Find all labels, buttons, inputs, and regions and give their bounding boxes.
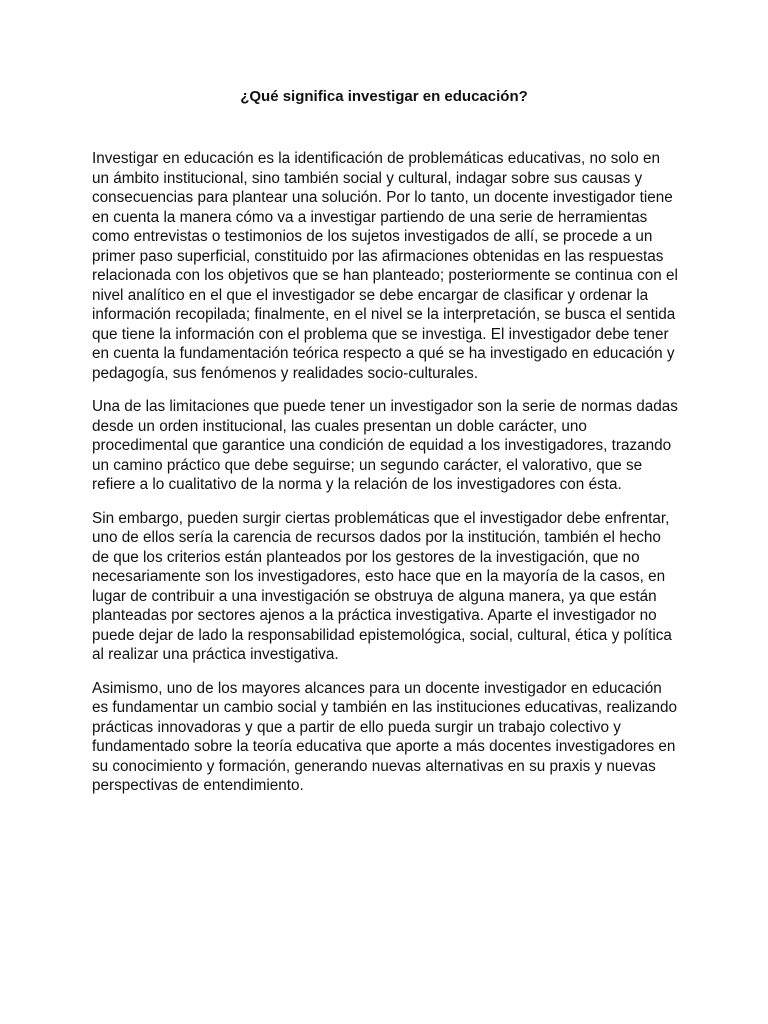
- paragraph-4: Asimismo, uno de los mayores alcances para un docente investigador en educación es fundamentar un cambio social y también en las instituciones educativas, realizando prácticas innovadoras y que a partir de ello pueda surgir un trabajo colectivo y fundamentado sobre la teoría educativa que aporte a más docentes investigadores en su conocimiento y formación, generando nuevas alternativas en su praxis y nuevas perspectivas de entendimiento.: [92, 679, 678, 794]
- document-title: ¿Qué significa investigar en educación?: [240, 88, 528, 105]
- document-body: [92, 149, 680, 810]
- paragraph-3: Sin embargo, pueden surgir ciertas problemáticas que el investigador debe enfrentar, uno de ellos sería la carencia de recursos dados por la institución, también el hecho de que los criterios están planteados por los gestores de la investigación, que no necesariamente son los investigadores, esto hace que en la mayoría de la casos, en lugar de contribuir a una investigación se obstruya de alguna manera, ya que están planteadas por sectores ajenos a la práctica investigativa. Aparte el investigador no puede dejar de lado la responsabilidad epistemológica, social, cultural, ética y política al realizar una práctica investigativa.: [92, 509, 672, 663]
- paragraph-2: Una de las limitaciones que puede tener un investigador son la serie de normas dadas desde un orden institucional, las cuales presentan un doble carácter, uno procedimental que garantice una condición de equidad a los investigadores, trazando un camino práctico que debe seguirse; un segundo carácter, el valorativo, que se refiere a lo cualitativo de la norma y la relación de los investigadores con ésta.: [92, 398, 678, 493]
- paragraph-1: Investigar en educación es la identificación de problemáticas educativas, no solo en un ámbito institucional, sino también social y cultural, indagar sobre sus causas y consecuencias para plantear una solución. Por lo tanto, un docente investigador tiene en cuenta la manera cómo va a investigar partiendo de una serie de herramientas como entrevistas o testimonios de los sujetos investigados de allí, se procede a un primer paso superficial, constituido por las afirmaciones obtenidas en las respuestas relacionada con los objetivos que se han planteado; posteriormente se continua con el nivel analítico en el que el investigador se debe encargar de clasificar y ordenar la información recopilada; finalmente, en el nivel se la interpretación, se busca el sentida que tiene la información con el problema que se investiga. El investigador debe tener en cuenta la fundamentación teórica respecto a qué se ha investigado en educación y pedagogía, sus fenómenos y realidades socio-culturales.: [92, 150, 678, 382]
